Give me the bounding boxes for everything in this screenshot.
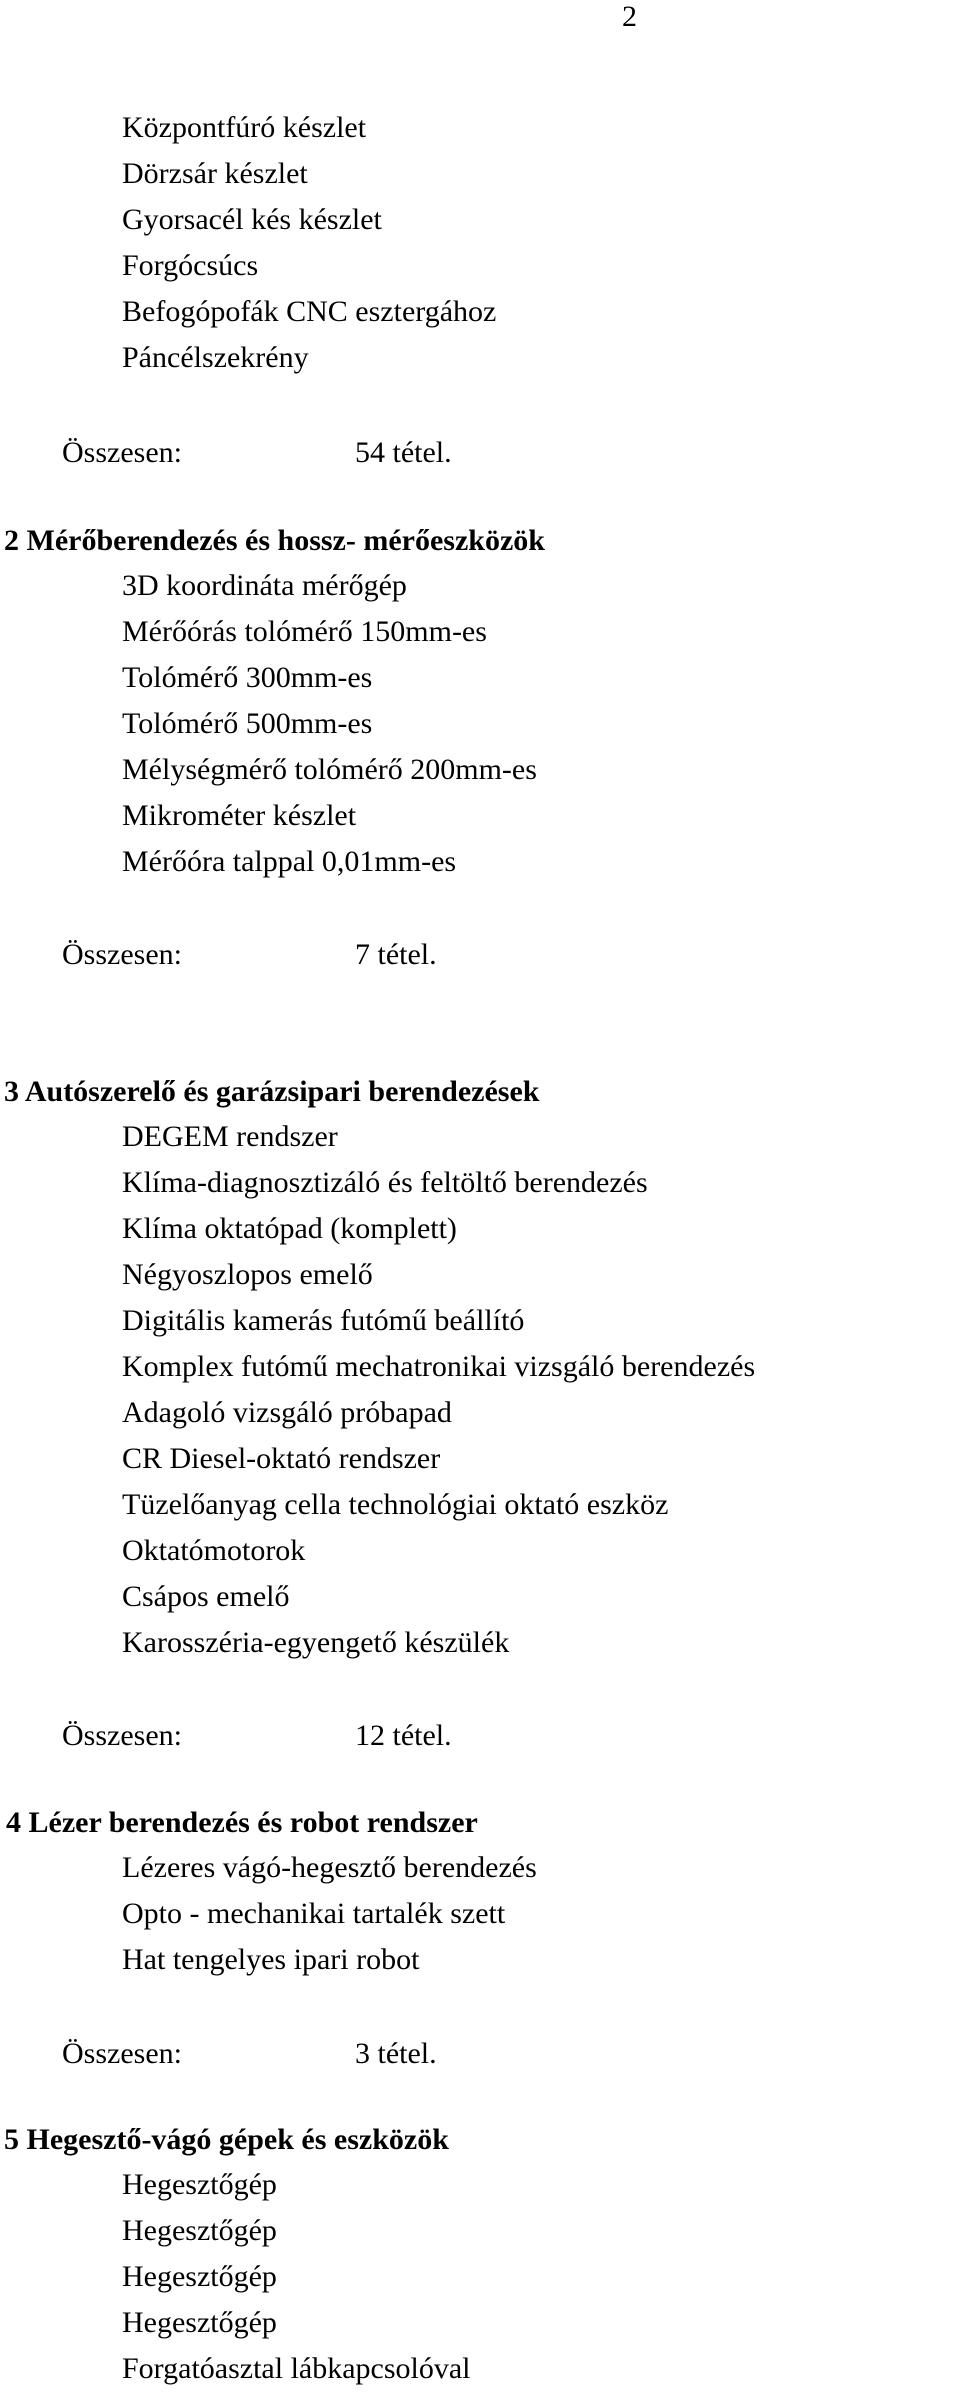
list-item: Hegesztőgép [122,2260,277,2293]
section-heading: 3 Autószerelő és garázsipari berendezések [4,1075,540,1108]
list-item: Opto - mechanikai tartalék szett [122,1897,506,1930]
list-item: Lézeres vágó-hegesztő berendezés [122,1851,537,1884]
page-number: 2 [622,0,637,33]
list-item: Oktatómotorok [122,1534,306,1567]
list-item: Csápos emelő [122,1580,290,1613]
list-item: Mikrométer készlet [122,799,357,832]
list-item: Komplex futómű mechatronikai vizsgáló berendezés [122,1350,756,1383]
list-item: CR Diesel-oktató rendszer [122,1442,441,1475]
section-heading: 5 Hegesztő-vágó gépek és eszközök [4,2123,449,2156]
list-item: Hegesztőgép [122,2214,277,2247]
list-item: Klíma oktatópad (komplett) [122,1212,457,1245]
list-item: Dörzsár készlet [122,157,308,190]
list-item: Befogópofák CNC esztergához [122,295,497,328]
list-item: Forgócsúcs [122,249,259,282]
total-label: Összesen: [62,938,182,971]
list-item: Tolómérő 300mm-es [122,661,373,694]
list-item: Hegesztőgép [122,2168,277,2201]
total-value: 12 tétel. [355,1719,452,1752]
list-item: Digitális kamerás futómű beállító [122,1304,525,1337]
list-item: Négyoszlopos emelő [122,1258,373,1291]
section-heading: 4 Lézer berendezés és robot rendszer [6,1806,478,1839]
total-value: 54 tétel. [355,436,452,469]
list-item: Mérőórás tolómérő 150mm-es [122,615,487,648]
section-heading: 2 Mérőberendezés és hossz- mérőeszközök [4,524,545,557]
list-item: Tüzelőanyag cella technológiai oktató eszköz [122,1488,669,1521]
list-item: Központfúró készlet [122,111,367,144]
total-label: Összesen: [62,436,182,469]
list-item: Hat tengelyes ipari robot [122,1943,420,1976]
list-item: Adagoló vizsgáló próbapad [122,1396,452,1429]
total-label: Összesen: [62,1719,182,1752]
list-item: 3D koordináta mérőgép [122,569,407,602]
list-item: Forgatóasztal lábkapcsolóval [122,2352,471,2385]
list-item: Gyorsacél kés készlet [122,203,382,236]
list-item: Mérőóra talppal 0,01mm-es [122,845,457,878]
list-item: DEGEM rendszer [122,1120,338,1153]
total-value: 7 tétel. [355,938,437,971]
list-item: Páncélszekrény [122,341,309,374]
list-item: Hegesztőgép [122,2306,277,2339]
list-item: Mélységmérő tolómérő 200mm-es [122,753,537,786]
list-item: Tolómérő 500mm-es [122,707,373,740]
total-label: Összesen: [62,2037,182,2070]
total-value: 3 tétel. [355,2037,437,2070]
list-item: Karosszéria-egyengető készülék [122,1626,510,1659]
list-item: Klíma-diagnosztizáló és feltöltő berendezés [122,1166,648,1199]
